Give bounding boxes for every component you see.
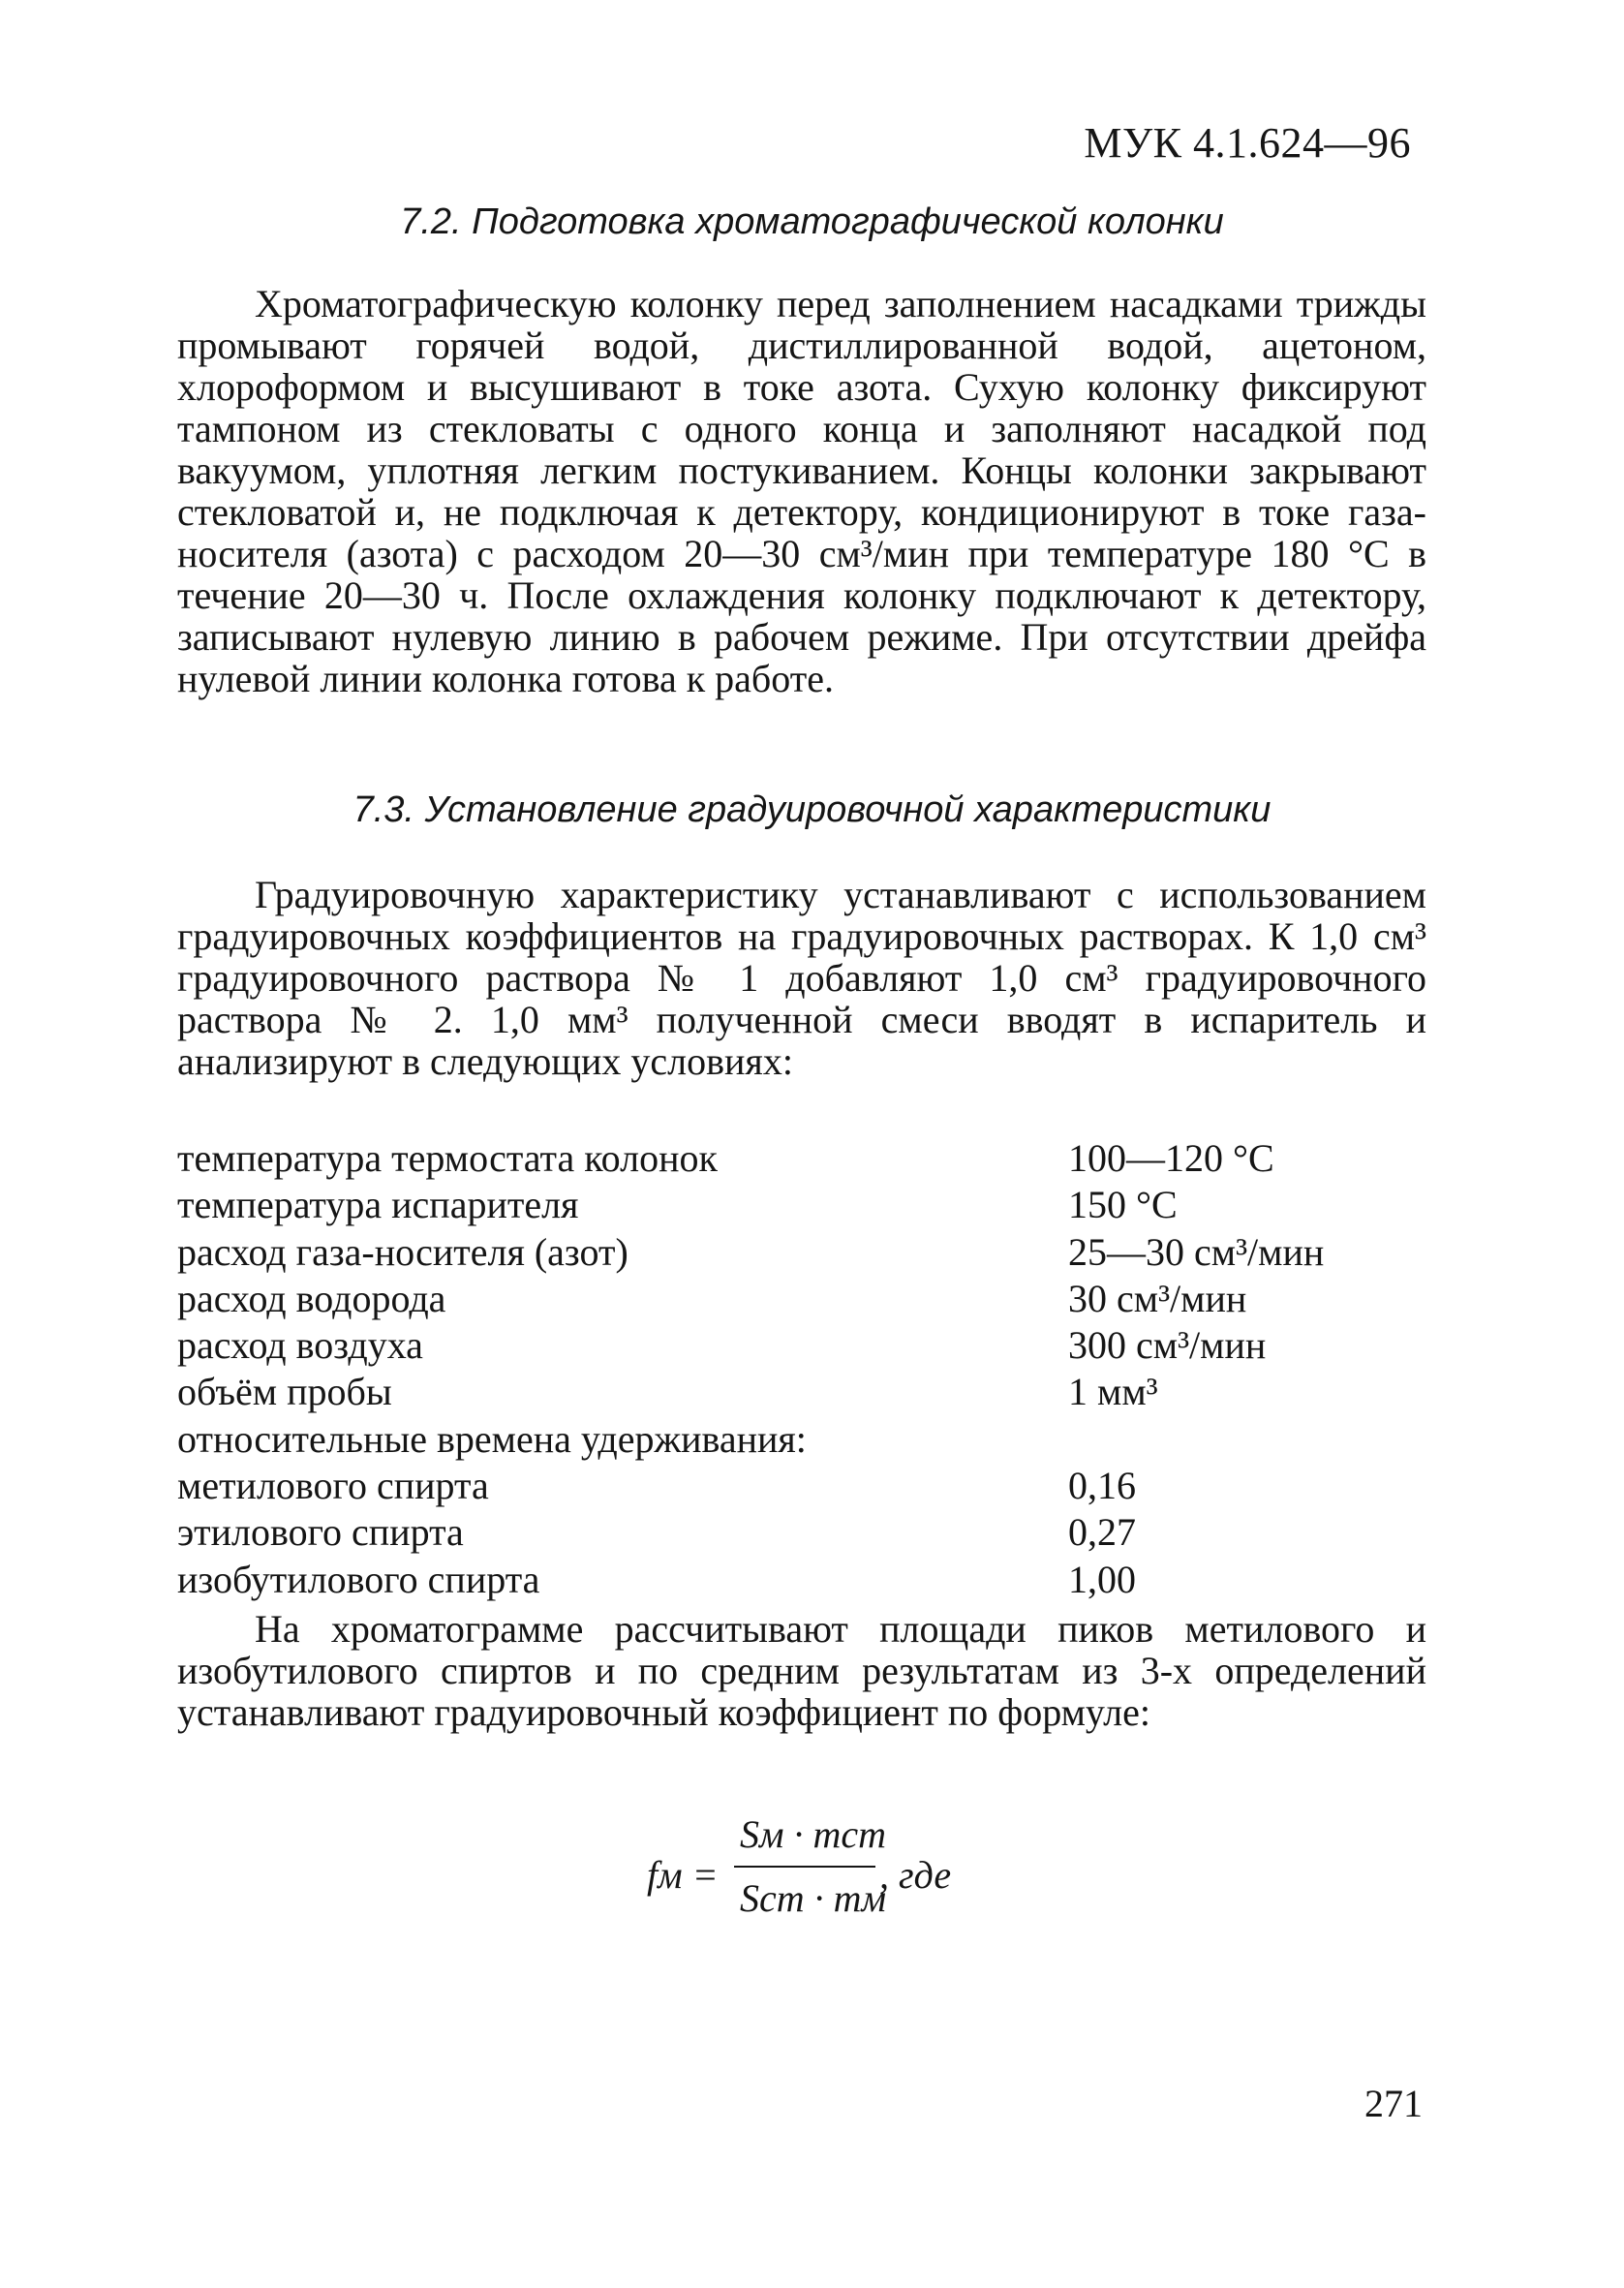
- condition-value: 100—120 °С: [1068, 1136, 1274, 1180]
- condition-row: [177, 1229, 1426, 1276]
- condition-label: объём пробы: [177, 1370, 392, 1414]
- paragraph-column-preparation: Хроматографическую колонку перед заполнением насадками трижды промывают горячей водой, дистиллированной водой, ацетоном, хлороформом и высушивают в токе азота. Сухую колонку фиксируют тампоном из стекловаты с одного конца и заполняют насадкой под вакуумом, уплотняя легким постукиванием. Концы колонки закрывают стекловатой и, не подключая к детектору, кондиционируют в токе газа-носителя (азота) с расходом 20—30 см³/мин при температуре 180 °С в течение 20—30 ч. После охлаждения колонку подключают к детектору, записывают нулевую линию в рабочем режиме. При отсутствии дрейфа нулевой линии колонка готова к работе.: [177, 282, 1426, 700]
- condition-value: 0,27: [1068, 1510, 1136, 1555]
- condition-row: [177, 1369, 1426, 1415]
- condition-label: расход воздуха: [177, 1323, 423, 1368]
- condition-label: этилового спирта: [177, 1510, 464, 1555]
- condition-row: [177, 1509, 1426, 1556]
- condition-label: изобутилового спирта: [177, 1557, 540, 1601]
- condition-value: 0,16: [1068, 1464, 1136, 1508]
- conditions-list: [177, 1135, 1426, 1603]
- section-heading-7-2: 7.2. Подготовка хроматографической колонки: [400, 201, 1224, 242]
- condition-row: [177, 1322, 1426, 1369]
- condition-label: температура испарителя: [177, 1183, 579, 1227]
- condition-value: 150 °С: [1068, 1183, 1178, 1227]
- formula-tail: , где: [879, 1853, 952, 1897]
- condition-row: [177, 1557, 1426, 1603]
- condition-value: 25—30 см³/мин: [1068, 1229, 1325, 1274]
- condition-row: [177, 1416, 1426, 1463]
- condition-row: [177, 1182, 1426, 1228]
- condition-label: расход газа-носителя (азот): [177, 1229, 628, 1274]
- condition-row: [177, 1135, 1426, 1182]
- formula-numerator: Sм · mст: [740, 1812, 887, 1856]
- condition-label: расход водорода: [177, 1276, 446, 1320]
- condition-label: температура термостата колонок: [177, 1136, 718, 1180]
- formula-lhs: fм =: [647, 1853, 719, 1897]
- condition-value: 1,00: [1068, 1557, 1136, 1601]
- fraction-bar: [734, 1866, 875, 1868]
- condition-label: метилового спирта: [177, 1464, 489, 1508]
- document-code: МУК 4.1.624—96: [1084, 119, 1411, 167]
- condition-row: [177, 1276, 1426, 1322]
- condition-label: относительные времена удерживания:: [177, 1416, 807, 1461]
- calibration-formula: [647, 1811, 1034, 1928]
- condition-value: 1 мм³: [1068, 1370, 1158, 1414]
- section-heading-7-3: 7.3. Установление градуировочной характеристики: [352, 789, 1272, 830]
- paragraph-formula-intro: На хроматограмме рассчитывают площади пиков метилового и изобутилового спиртов и по средним результатам из 3-х определений устанавливают градуировочный коэффициент по формуле:: [177, 1607, 1426, 1734]
- condition-value: 300 см³/мин: [1068, 1323, 1267, 1368]
- paragraph-calibration: Градуировочную характеристику устанавливают с использованием градуировочных коэффициентов на градуировочных растворах. К 1,0 см³ градуировочного раствора № 1 добавляют 1,0 см³ градуировочного раствора № 2. 1,0 мм³ полученной смеси вводят в испаритель и анализируют в следующих условиях:: [177, 873, 1426, 1083]
- formula-denominator: Sст · mм: [740, 1876, 887, 1920]
- condition-row: [177, 1463, 1426, 1509]
- page-number: 271: [1364, 2082, 1423, 2125]
- condition-value: 30 см³/мин: [1068, 1276, 1247, 1320]
